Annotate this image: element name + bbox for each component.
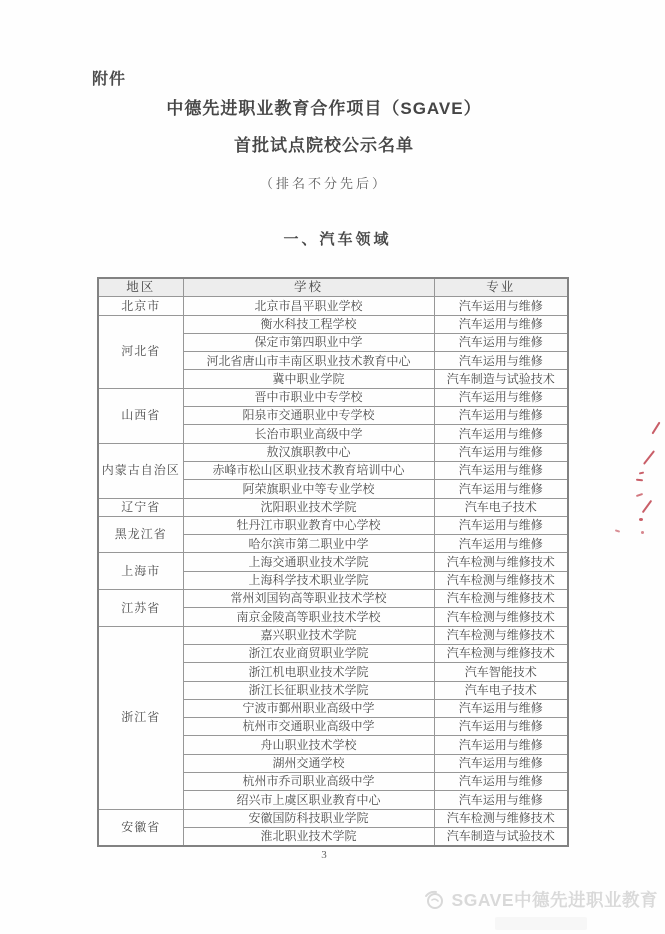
region-cell: 内蒙古自治区 — [98, 443, 183, 498]
major-cell: 汽车运用与维修 — [434, 718, 568, 736]
table-row — [98, 809, 568, 827]
major-cell: 汽车制造与试验技术 — [434, 827, 568, 846]
region-cell: 安徽省 — [98, 809, 183, 846]
major-cell: 汽车电子技术 — [434, 681, 568, 699]
major-cell: 汽车运用与维修 — [434, 535, 568, 553]
col-header-major: 专业 — [434, 278, 568, 297]
major-cell: 汽车运用与维修 — [434, 791, 568, 809]
red-mark — [651, 422, 660, 435]
page-number: 3 — [321, 849, 327, 861]
table-row — [98, 553, 568, 571]
region-cell: 北京市 — [98, 297, 183, 315]
red-mark — [639, 518, 643, 521]
attachment-label: 附件 — [92, 71, 127, 88]
major-cell: 汽车运用与维修 — [434, 333, 568, 351]
footer-watermark — [423, 887, 658, 912]
school-cell: 保定市第四职业中学 — [183, 333, 434, 351]
school-cell: 晋中市职业中专学校 — [183, 388, 434, 406]
major-cell: 汽车运用与维修 — [434, 388, 568, 406]
red-mark — [641, 531, 644, 534]
school-cell: 长治市职业高级中学 — [183, 425, 434, 443]
major-cell: 汽车运用与维修 — [434, 352, 568, 370]
table-row — [98, 626, 568, 644]
school-cell: 宁波市鄞州职业高级中学 — [183, 699, 434, 717]
school-cell: 沈阳职业技术学院 — [183, 498, 434, 516]
school-cell: 浙江长征职业技术学院 — [183, 681, 434, 699]
school-cell: 浙江农业商贸职业学院 — [183, 644, 434, 662]
red-mark — [642, 500, 652, 513]
major-cell: 汽车运用与维修 — [434, 425, 568, 443]
school-cell: 嘉兴职业技术学院 — [183, 626, 434, 644]
major-cell: 汽车运用与维修 — [434, 443, 568, 461]
school-cell: 舟山职业技术学校 — [183, 736, 434, 754]
table-header-row — [98, 278, 568, 297]
major-cell: 汽车运用与维修 — [434, 736, 568, 754]
major-cell: 汽车检测与维修技术 — [434, 571, 568, 589]
table-row — [98, 297, 568, 315]
region-cell: 山西省 — [98, 388, 183, 443]
major-cell: 汽车运用与维修 — [434, 516, 568, 534]
school-cell: 杭州市乔司职业高级中学 — [183, 773, 434, 791]
region-cell: 上海市 — [98, 553, 183, 590]
major-cell: 汽车运用与维修 — [434, 480, 568, 498]
table-row — [98, 498, 568, 516]
red-mark — [643, 450, 655, 465]
region-cell: 浙江省 — [98, 626, 183, 809]
major-cell: 汽车运用与维修 — [434, 315, 568, 333]
sgave-logo-icon — [423, 888, 447, 912]
scan-artifact — [495, 917, 587, 930]
table-row — [98, 516, 568, 534]
region-cell: 辽宁省 — [98, 498, 183, 516]
title-block — [0, 100, 648, 192]
school-cell: 杭州市交通职业高级中学 — [183, 718, 434, 736]
school-cell: 常州刘国钧高等职业技术学校 — [183, 590, 434, 608]
major-cell: 汽车运用与维修 — [434, 461, 568, 479]
red-mark — [636, 479, 643, 482]
major-cell: 汽车运用与维修 — [434, 773, 568, 791]
region-cell: 黑龙江省 — [98, 516, 183, 553]
school-cell: 赤峰市松山区职业技术教育培训中心 — [183, 461, 434, 479]
red-mark — [636, 493, 643, 497]
table-row — [98, 590, 568, 608]
document-subtitle: （排名不分先后） — [259, 176, 388, 191]
school-cell: 绍兴市上虞区职业教育中心 — [183, 791, 434, 809]
school-cell: 安徽国防科技职业学院 — [183, 809, 434, 827]
major-cell: 汽车检测与维修技术 — [434, 553, 568, 571]
section-heading: 一、汽车领域 — [283, 232, 392, 248]
document-title-line2: 首批试点院校公示名单 — [234, 136, 414, 155]
col-header-school: 学校 — [183, 278, 434, 297]
school-cell: 上海交通职业技术学院 — [183, 553, 434, 571]
red-mark — [639, 472, 644, 475]
major-cell: 汽车运用与维修 — [434, 754, 568, 772]
school-cell: 河北省唐山市丰南区职业技术教育中心 — [183, 352, 434, 370]
region-cell: 江苏省 — [98, 590, 183, 627]
school-cell: 敖汉旗职教中心 — [183, 443, 434, 461]
table-row — [98, 315, 568, 333]
major-cell: 汽车检测与维修技术 — [434, 644, 568, 662]
major-cell: 汽车运用与维修 — [434, 699, 568, 717]
red-mark — [615, 529, 620, 532]
major-cell: 汽车运用与维修 — [434, 407, 568, 425]
school-cell: 湖州交通学校 — [183, 754, 434, 772]
school-cell: 哈尔滨市第二职业中学 — [183, 535, 434, 553]
major-cell: 汽车检测与维修技术 — [434, 626, 568, 644]
school-cell: 浙江机电职业技术学院 — [183, 663, 434, 681]
major-cell: 汽车运用与维修 — [434, 297, 568, 315]
major-cell: 汽车检测与维修技术 — [434, 809, 568, 827]
table-row — [98, 388, 568, 406]
major-cell: 汽车检测与维修技术 — [434, 608, 568, 626]
watermark-text: SGAVE中德先进职业教育 — [451, 890, 658, 910]
school-cell: 南京金陵高等职业技术学校 — [183, 608, 434, 626]
school-cell: 牡丹江市职业教育中心学校 — [183, 516, 434, 534]
major-cell: 汽车检测与维修技术 — [434, 590, 568, 608]
schools-table — [97, 277, 569, 847]
school-cell: 阿荣旗职业中等专业学校 — [183, 480, 434, 498]
col-header-region: 地区 — [98, 278, 183, 297]
school-cell: 衡水科技工程学校 — [183, 315, 434, 333]
table-row — [98, 443, 568, 461]
region-cell: 河北省 — [98, 315, 183, 388]
major-cell: 汽车智能技术 — [434, 663, 568, 681]
major-cell: 汽车电子技术 — [434, 498, 568, 516]
school-cell: 冀中职业学院 — [183, 370, 434, 388]
school-cell: 北京市昌平职业学校 — [183, 297, 434, 315]
document-title-line1: 中德先进职业教育合作项目（SGAVE） — [166, 99, 482, 118]
school-cell: 上海科学技术职业学院 — [183, 571, 434, 589]
school-cell: 淮北职业技术学院 — [183, 827, 434, 846]
major-cell: 汽车制造与试验技术 — [434, 370, 568, 388]
school-cell: 阳泉市交通职业中专学校 — [183, 407, 434, 425]
